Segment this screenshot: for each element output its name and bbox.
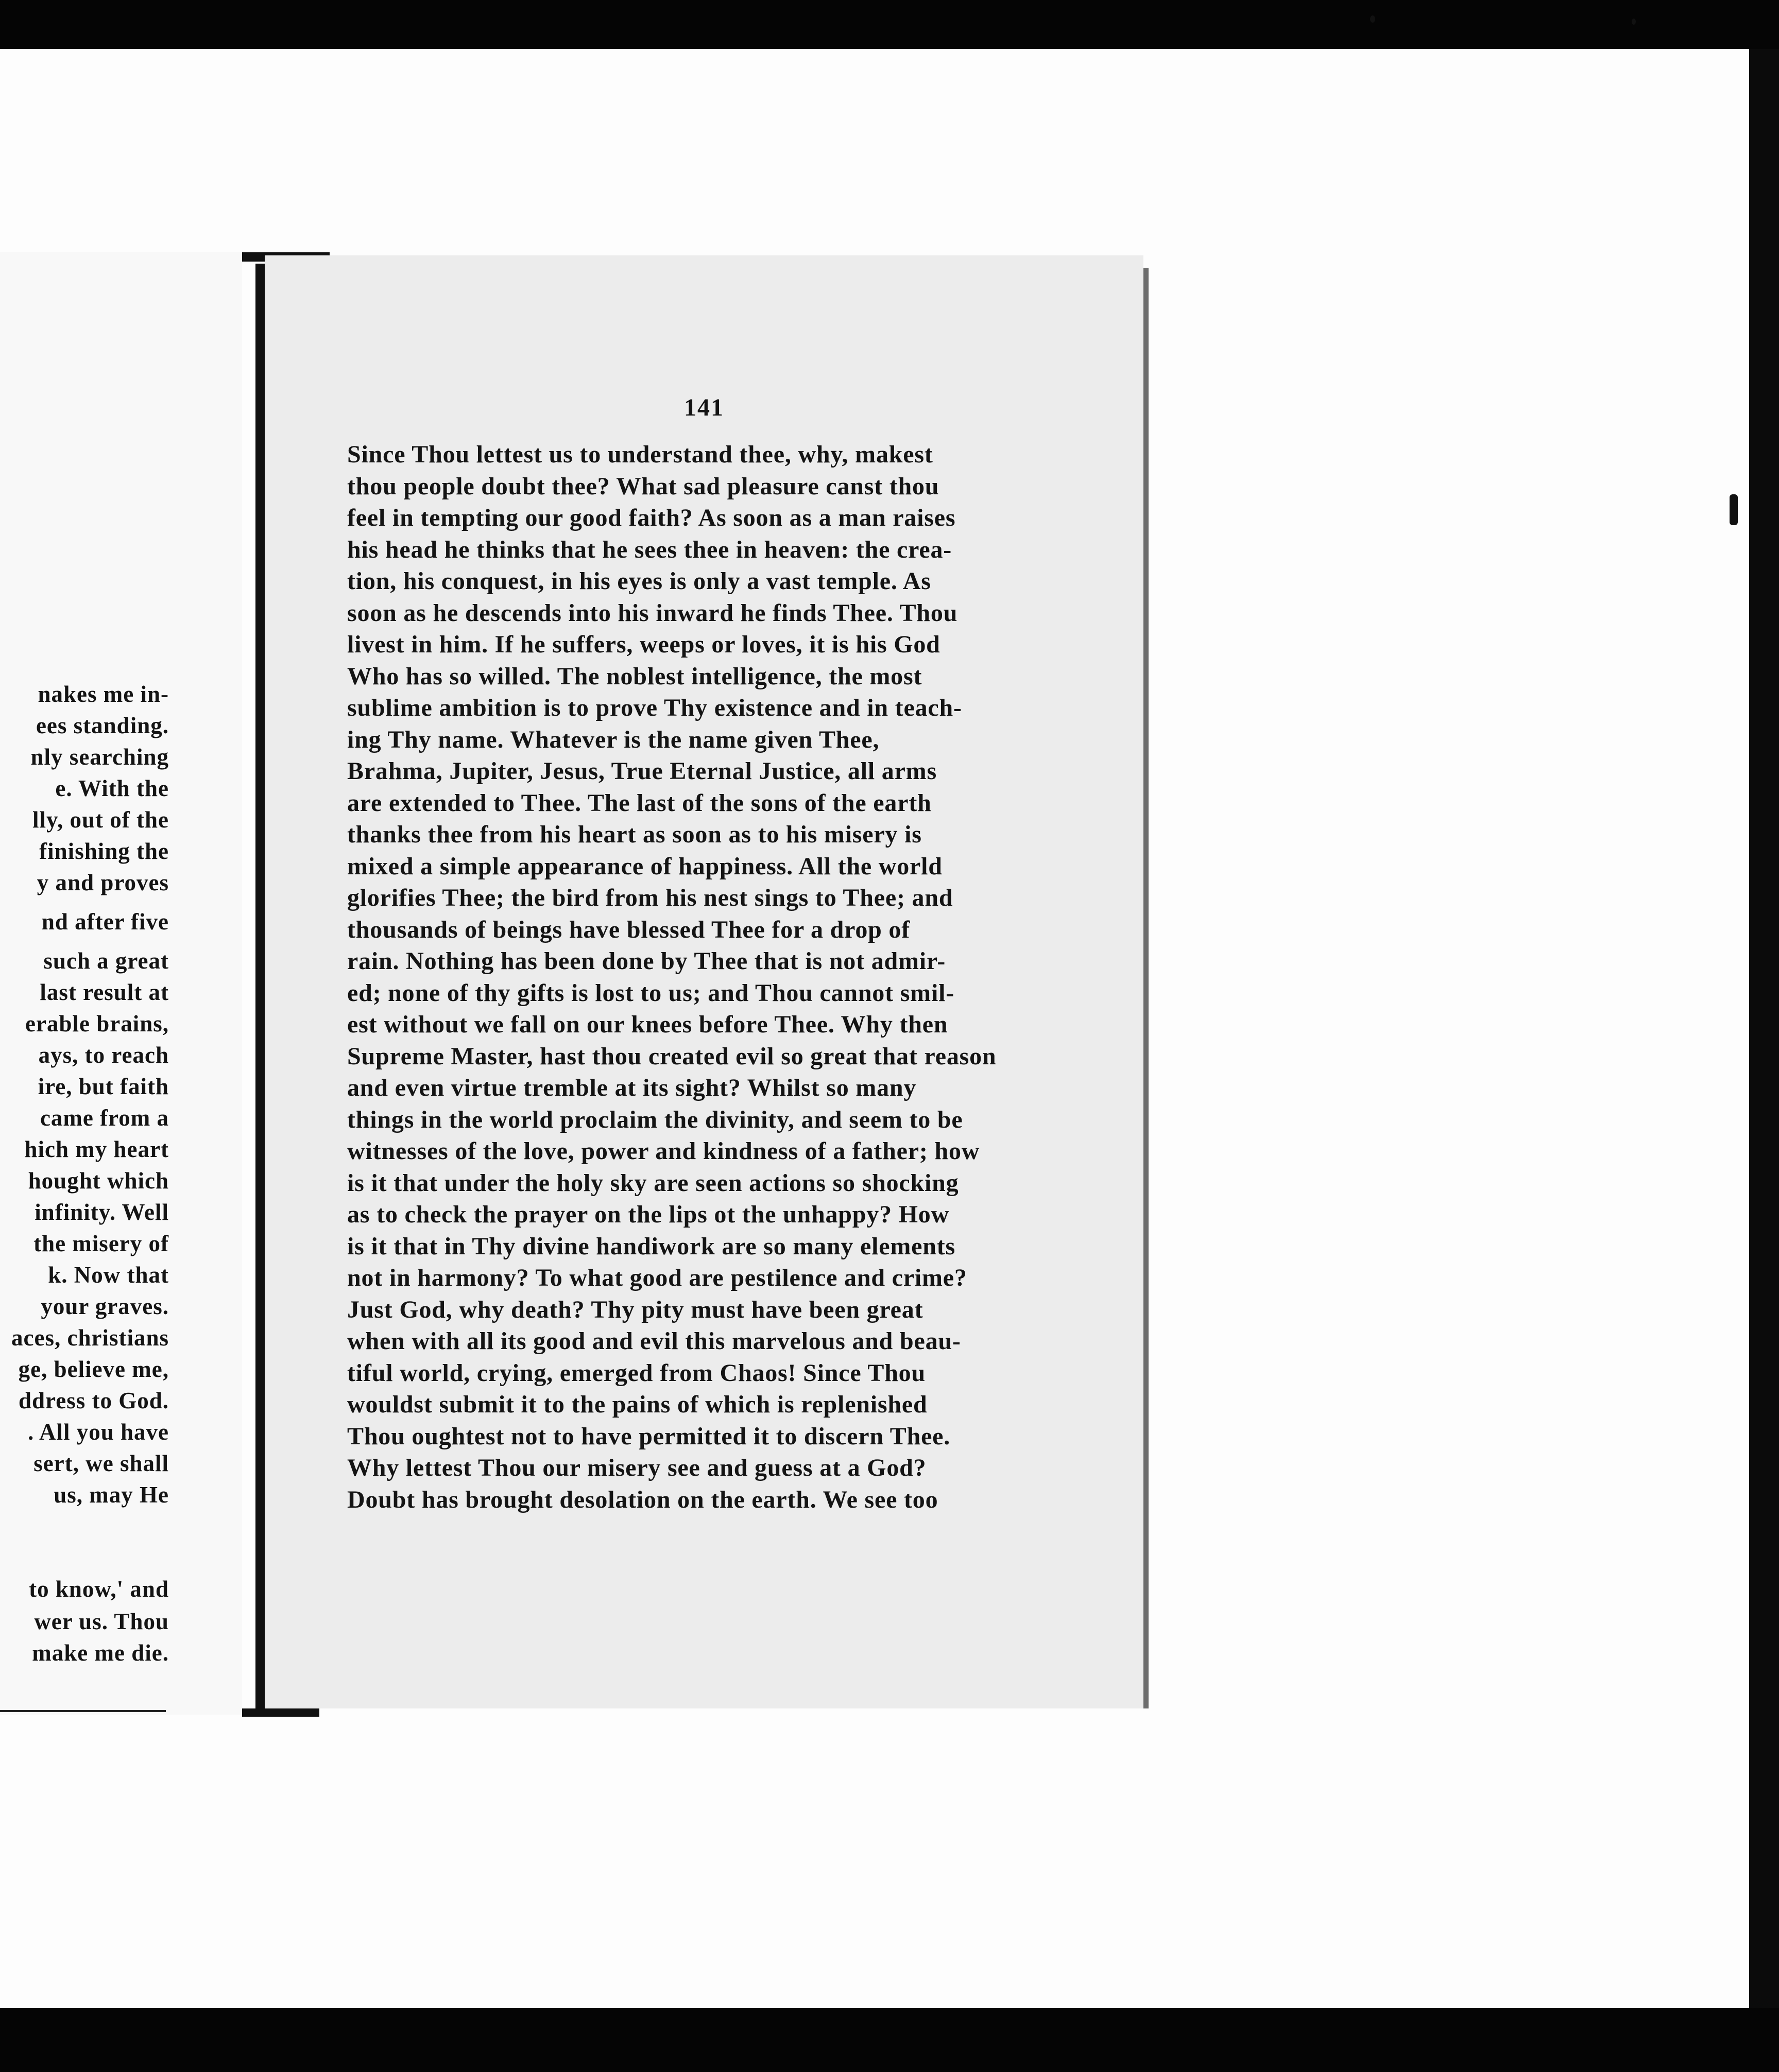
film-speck	[1632, 19, 1636, 25]
text-line: ing Thy name. Whatever is the name given Thee,	[347, 726, 880, 753]
text-line: nly searching	[30, 744, 169, 770]
text-line: us, may He	[54, 1482, 169, 1508]
text-line: ays, to reach	[38, 1042, 169, 1068]
text-line: thousands of beings have blessed Thee for a drop of	[347, 916, 911, 943]
page-number: 141	[684, 394, 724, 421]
text-line: y and proves	[37, 870, 169, 895]
text-line: ge, believe me,	[18, 1356, 169, 1382]
text-line: nd after five	[41, 909, 169, 935]
text-line: rain. Nothing has been done by Thee that is not admir-	[347, 947, 946, 975]
text-line: not in harmony? To what good are pestilence and crime?	[347, 1264, 967, 1291]
text-line: erable brains,	[25, 1011, 169, 1037]
binding-gutter	[255, 264, 265, 1711]
text-line: ed; none of thy gifts is lost to us; and Thou cannot smil-	[347, 979, 955, 1007]
binding-clip-bottom	[242, 1708, 319, 1717]
text-line: Doubt has brought desolation on the earth. We see too	[347, 1486, 938, 1513]
text-line: wer us. Thou	[34, 1609, 169, 1634]
text-line: ire, but faith	[38, 1074, 169, 1099]
text-line: e. With the	[55, 775, 169, 801]
text-line: is it that in Thy divine handiwork are so many elements	[347, 1232, 956, 1260]
text-line: sublime ambition is to prove Thy existence and in teach-	[347, 694, 962, 721]
text-line: tiful world, crying, emerged from Chaos! Since Thou	[347, 1359, 926, 1387]
text-line: such a great	[43, 948, 169, 974]
film-speck	[1370, 15, 1375, 23]
text-line: infinity. Well	[35, 1199, 169, 1225]
text-line: finishing the	[39, 838, 169, 864]
text-line: nakes me in-	[38, 681, 169, 707]
text-line: Why lettest Thou our misery see and guess at a God?	[347, 1454, 927, 1481]
text-line: feel in tempting our good faith? As soon as a man raises	[347, 504, 956, 531]
text-line: Brahma, Jupiter, Jesus, True Eternal Justice, all arms	[347, 757, 937, 785]
previous-page-text	[11, 679, 169, 1669]
text-line: hich my heart	[24, 1136, 169, 1162]
text-line: tion, his conquest, in his eyes is only a vast temple. As	[347, 567, 931, 595]
previous-page-fragment	[0, 252, 242, 1715]
text-line: when with all its good and evil this marvelous and beau-	[347, 1327, 961, 1355]
text-line: his head he thinks that he sees thee in heaven: the crea-	[347, 536, 952, 563]
text-line: soon as he descends into his inward he finds Thee. Thou	[347, 599, 958, 627]
text-line: are extended to Thee. The last of the sons of the earth	[347, 789, 932, 817]
text-line: glorifies Thee; the bird from his nest sings to Thee; and	[347, 884, 953, 911]
text-line: the misery of	[33, 1231, 169, 1256]
text-line: last result at	[40, 979, 169, 1005]
text-line: sert, we shall	[33, 1451, 169, 1476]
text-line: aces, christians	[11, 1325, 169, 1351]
text-line: thou people doubt thee? What sad pleasure canst thou	[347, 472, 939, 500]
film-edge	[1749, 49, 1779, 2008]
page-edge-shadow	[1143, 268, 1149, 1708]
text-line: est without we fall on our knees before Thee. Why then	[347, 1011, 948, 1038]
text-line: is it that under the holy sky are seen actions so shocking	[347, 1169, 959, 1197]
text-line: and even virtue tremble at its sight? Whilst so many	[347, 1074, 917, 1101]
text-line: make me die.	[32, 1640, 169, 1666]
text-line: Thou oughtest not to have permitted it to discern Thee.	[347, 1422, 951, 1450]
text-line: hought which	[28, 1168, 169, 1194]
text-line: livest in him. If he suffers, weeps or loves, it is his God	[347, 631, 940, 658]
page-body-text	[347, 439, 1032, 1515]
film-speck	[1730, 494, 1738, 525]
text-line: thanks thee from his heart as soon as to his misery is	[347, 821, 922, 848]
text-line: mixed a simple appearance of happiness. All the world	[347, 852, 943, 880]
text-line: Supreme Master, hast thou created evil so great that reason	[347, 1042, 997, 1070]
current-page	[265, 255, 1143, 1708]
text-line: witnesses of the love, power and kindness of a father; how	[347, 1137, 980, 1165]
text-line: lly, out of the	[32, 807, 169, 833]
text-line: things in the world proclaim the divinity, and seem to be	[347, 1106, 963, 1133]
text-line: wouldst submit it to the pains of which is replenished	[347, 1391, 928, 1418]
text-line: k. Now that	[48, 1262, 169, 1288]
text-line: Just God, why death? Thy pity must have been great	[347, 1296, 923, 1323]
text-line: ees standing.	[36, 713, 169, 738]
text-line: Since Thou lettest us to understand thee, why, makest	[347, 441, 933, 468]
text-line: your graves.	[41, 1293, 169, 1319]
text-line: came from a	[40, 1105, 169, 1131]
text-line: Who has so willed. The noblest intelligence, the most	[347, 662, 922, 690]
text-line: . All you have	[27, 1419, 169, 1445]
text-line: to know,' and	[29, 1576, 169, 1602]
text-line: ddress to God.	[19, 1388, 169, 1413]
text-line: as to check the prayer on the lips ot the unhappy? How	[347, 1201, 950, 1228]
footnote-rule	[0, 1710, 166, 1712]
